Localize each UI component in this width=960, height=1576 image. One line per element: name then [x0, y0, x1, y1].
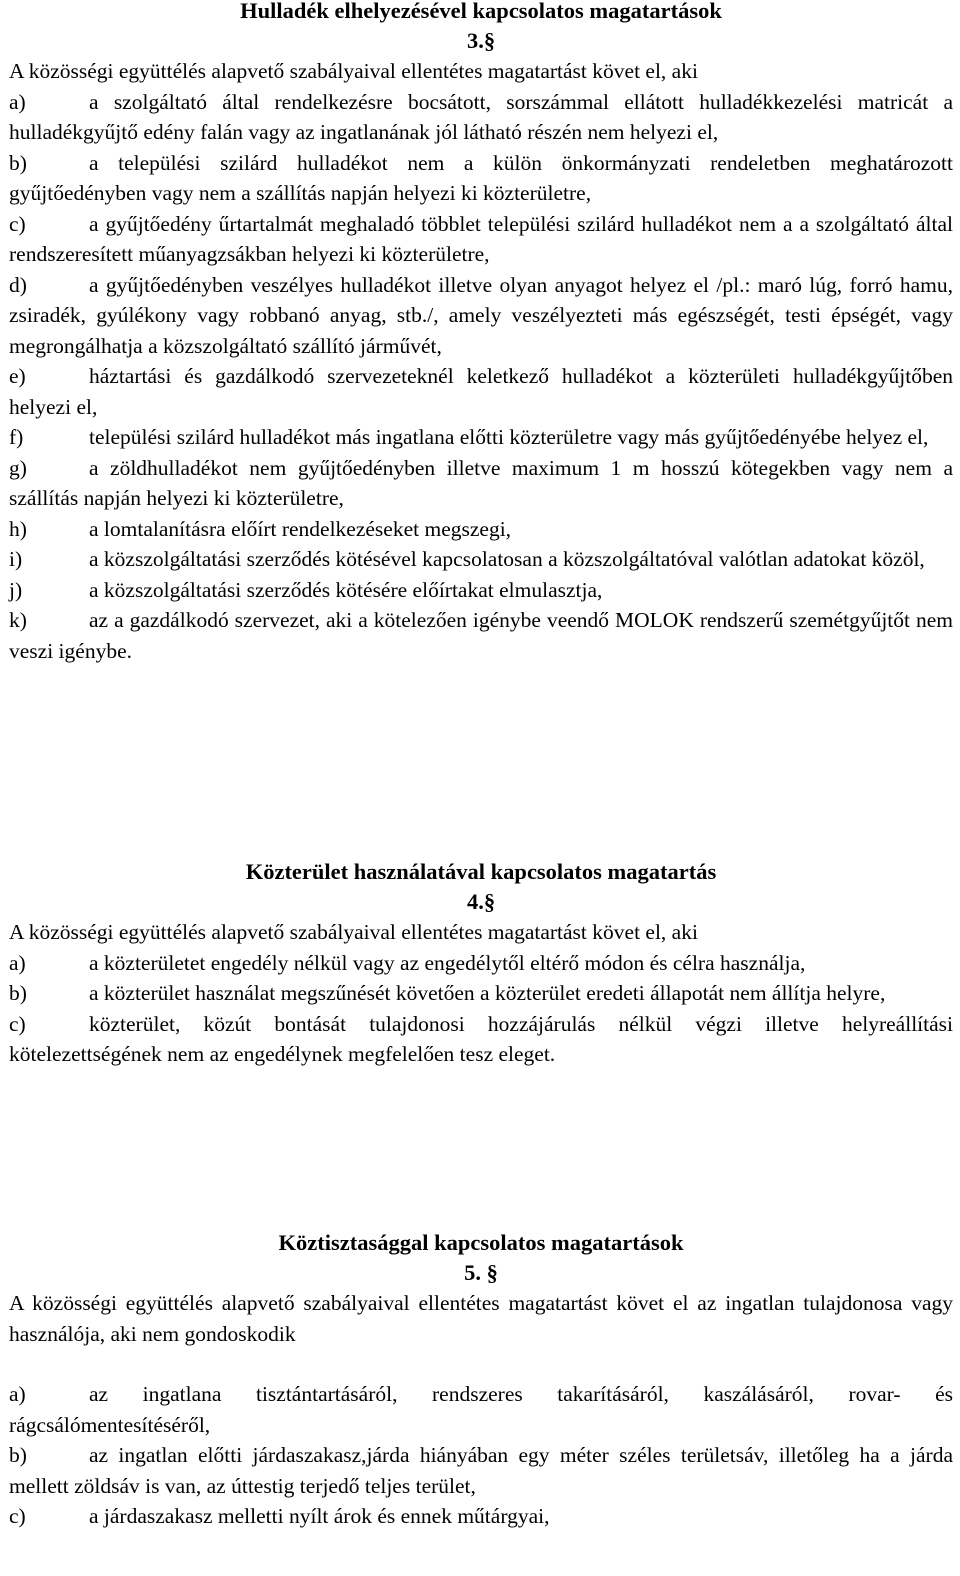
section-3-item-b: [9, 148, 953, 209]
item-letter: k): [9, 608, 27, 632]
section-5-intro: A közösségi együttélés alapvető szabályaival ellentétes magatartást követ el az ingatlan tulajdonosa vagy használója, aki nem gondoskodik: [9, 1291, 953, 1346]
item-letter: a): [9, 1382, 26, 1406]
item-text: a gyűjtőedény űrtartalmát meghaladó többlet települési szilárd hulladékot nem a a szolgáltató által rendszeresített műanyagzsákban helyezi ki közterületre,: [9, 211, 953, 266]
item-text: települési szilárd hulladékot más ingatlana előtti közterületre vagy más gyűjtőedényébe helyez el,: [89, 425, 929, 449]
section-3-item-f: [9, 422, 953, 453]
item-letter: j): [9, 577, 23, 602]
section-4-intro: A közösségi együttélés alapvető szabályaival ellentétes magatartást követ el, aki: [9, 920, 698, 944]
item-text: a közszolgáltatási szerződés kötésére előírtakat elmulasztja,: [89, 577, 603, 602]
section-5-title: Köztisztasággal kapcsolatos magatartások: [278, 1230, 684, 1255]
section-3-title: Hulladék elhelyezésével kapcsolatos magatartások: [240, 0, 722, 23]
section-4-paragraph-number: 4.§: [466, 889, 496, 914]
item-text: közterület, közút bontását tulajdonosi hozzájárulás nélkül végzi illetve helyreállítási kötelezettségének nem az engedélynek megfelelően tesz eleget.: [9, 1011, 953, 1066]
section-3-paragraph-number: 3.§: [466, 28, 496, 53]
section-3: [9, 0, 953, 666]
section-5-item-a: [9, 1379, 953, 1440]
section-5-item-c: [9, 1501, 953, 1532]
item-letter: a): [9, 950, 26, 975]
item-text: a közszolgáltatási szerződés kötésével kapcsolatosan a közszolgáltatóval valótlan adatokat közöl,: [89, 547, 925, 571]
section-4-item-a: [9, 948, 953, 979]
item-text: a települési szilárd hulladékot nem a külön önkormányzati rendeletben meghatározott gyűjtőedényben vagy nem a szállítás napján helyezi ki közterületre,: [9, 150, 953, 205]
section-3-item-j: [9, 575, 953, 606]
item-letter: f): [9, 425, 24, 449]
item-letter: i): [9, 547, 23, 571]
section-3-item-k: [9, 605, 953, 666]
item-text: a közterület használat megszűnését követően a közterület eredeti állapotát nem állítja helyre,: [89, 981, 886, 1005]
item-text: a közterületet engedély nélkül vagy az engedélytől eltérő módon és célra használja,: [89, 950, 806, 975]
blank-line: [9, 1349, 953, 1379]
section-4-item-c: [9, 1009, 953, 1070]
section-5-item-b: [9, 1440, 953, 1501]
section-3-intro: A közösségi együttélés alapvető szabályaival ellentétes magatartást követ el, aki: [9, 59, 698, 83]
section-3-item-c: [9, 209, 953, 270]
item-letter: d): [9, 272, 27, 297]
item-text: az ingatlan előtti járdaszakasz,járda hiányában egy méter széles területsáv, illetőleg ha a járda mellett zöldsáv is van, az úttestig terjedő teljes terület,: [9, 1443, 953, 1498]
item-text: a szolgáltató által rendelkezésre bocsátott, sorszámmal ellátott hulladékkezelési matricát a hulladékgyűjtő edény falán vagy az ingatlanának jól látható részén nem helyezi el,: [9, 89, 953, 144]
section-4: [9, 857, 953, 1070]
item-letter: b): [9, 981, 27, 1005]
item-text: a lomtalanításra előírt rendelkezéseket megszegi,: [89, 516, 512, 541]
section-3-item-e: [9, 361, 953, 422]
item-letter: g): [9, 455, 27, 480]
item-letter: c): [9, 1504, 26, 1528]
item-letter: e): [9, 364, 26, 388]
item-text: az a gazdálkodó szervezet, aki a kötelezően igénybe veendő MOLOK rendszerű szemétgyűjtőt nem veszi igénybe.: [9, 608, 953, 663]
item-text: a járdaszakasz melletti nyílt árok és ennek műtárgyai,: [89, 1504, 550, 1528]
section-3-item-a: [9, 87, 953, 148]
section-5: [9, 1228, 953, 1532]
item-text: az ingatlana tisztántartásáról, rendszeres takarításáról, kaszálásáról, rovar- és rágcsálómentesítéséről,: [9, 1382, 953, 1437]
section-3-item-i: [9, 544, 953, 575]
item-letter: a): [9, 89, 26, 114]
section-3-item-h: [9, 514, 953, 545]
item-letter: c): [9, 211, 26, 236]
section-4-item-b: [9, 978, 953, 1009]
item-text: a gyűjtőedényben veszélyes hulladékot illetve olyan anyagot helyez el /pl.: maró lúg, forró hamu, zsiradék, gyúlékony vagy robbanó anyag, stb./, amely veszélyezteti más egészségét, testi épségét, vagy megrongálhatja a közszolgáltató szállító járművét,: [9, 272, 953, 358]
section-3-item-g: [9, 453, 953, 514]
item-text: a zöldhulladékot nem gyűjtőedényben illetve maximum 1 m hosszú kötegekben vagy nem a szállítás napján helyezi ki közterületre,: [9, 455, 953, 510]
item-text: háztartási és gazdálkodó szervezeteknél keletkező hulladékot a közterületi hulladékgyűjtőben helyezi el,: [9, 364, 953, 419]
section-3-item-d: [9, 270, 953, 362]
item-letter: h): [9, 516, 27, 541]
item-letter: c): [9, 1011, 26, 1036]
item-letter: b): [9, 1443, 27, 1467]
item-letter: b): [9, 150, 27, 175]
section-4-title: Közterület használatával kapcsolatos magatartás: [245, 859, 717, 884]
section-5-paragraph-number: 5. §: [464, 1260, 498, 1285]
